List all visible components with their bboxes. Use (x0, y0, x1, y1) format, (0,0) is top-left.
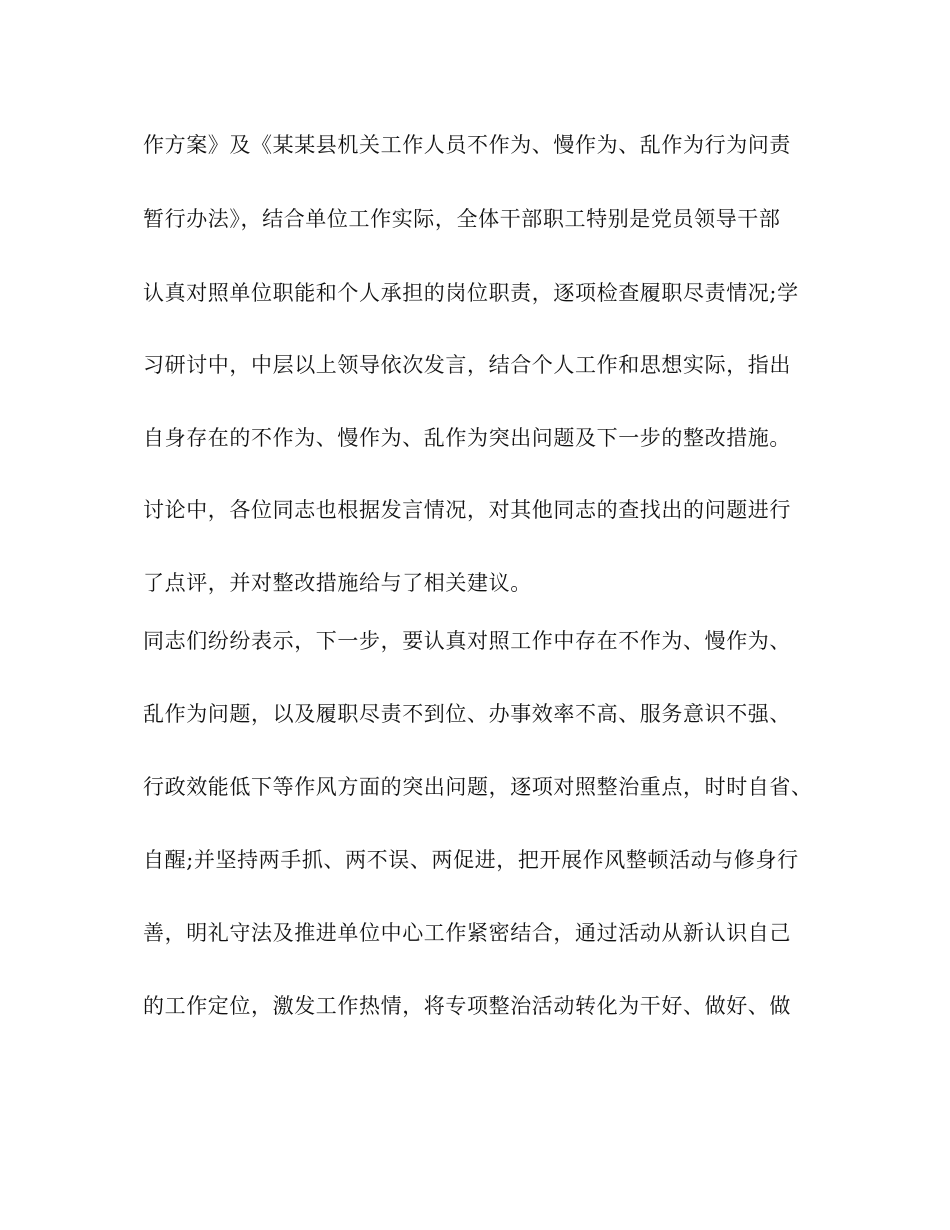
body-text-line: 的工作定位，激发工作热情，将专项整治活动转化为干好、做好、做 (143, 994, 791, 1018)
body-text-line: 了点评，并对整改措施给与了相关建议。 (143, 571, 532, 595)
body-text-line: 自身存在的不作为、慢作为、乱作为突出问题及下一步的整改措施。 (143, 426, 791, 450)
body-text-line: 同志们纷纷表示，下一步，要认真对照工作中存在不作为、慢作为、 (143, 629, 791, 653)
body-text-line: 行政效能低下等作风方面的突出问题，逐项对照整治重点，时时自省、 (143, 775, 813, 799)
body-text-line: 讨论中，各位同志也根据发言情况，对其他同志的查找出的问题进行 (143, 498, 791, 522)
body-text-line: 善，明礼守法及推进单位中心工作紧密结合，通过活动从新认识自己 (143, 921, 791, 945)
body-text-line: 作方案》及《某某县机关工作人员不作为、慢作为、乱作为行为问责 (143, 133, 791, 157)
body-text-line: 自醒;并坚持两手抓、两不误、两促进，把开展作风整顿活动与修身行 (143, 848, 799, 872)
body-text-line: 认真对照单位职能和个人承担的岗位职责，逐项检查履职尽责情况;学 (143, 281, 799, 305)
body-text-line: 习研讨中，中层以上领导依次发言，结合个人工作和思想实际，指出 (143, 353, 791, 377)
body-text-line: 乱作为问题，以及履职尽责不到位、办事效率不高、服务意识不强、 (143, 702, 791, 726)
body-text-line: 暂行办法》，结合单位工作实际，全体干部职工特别是党员领导干部 (143, 207, 781, 231)
